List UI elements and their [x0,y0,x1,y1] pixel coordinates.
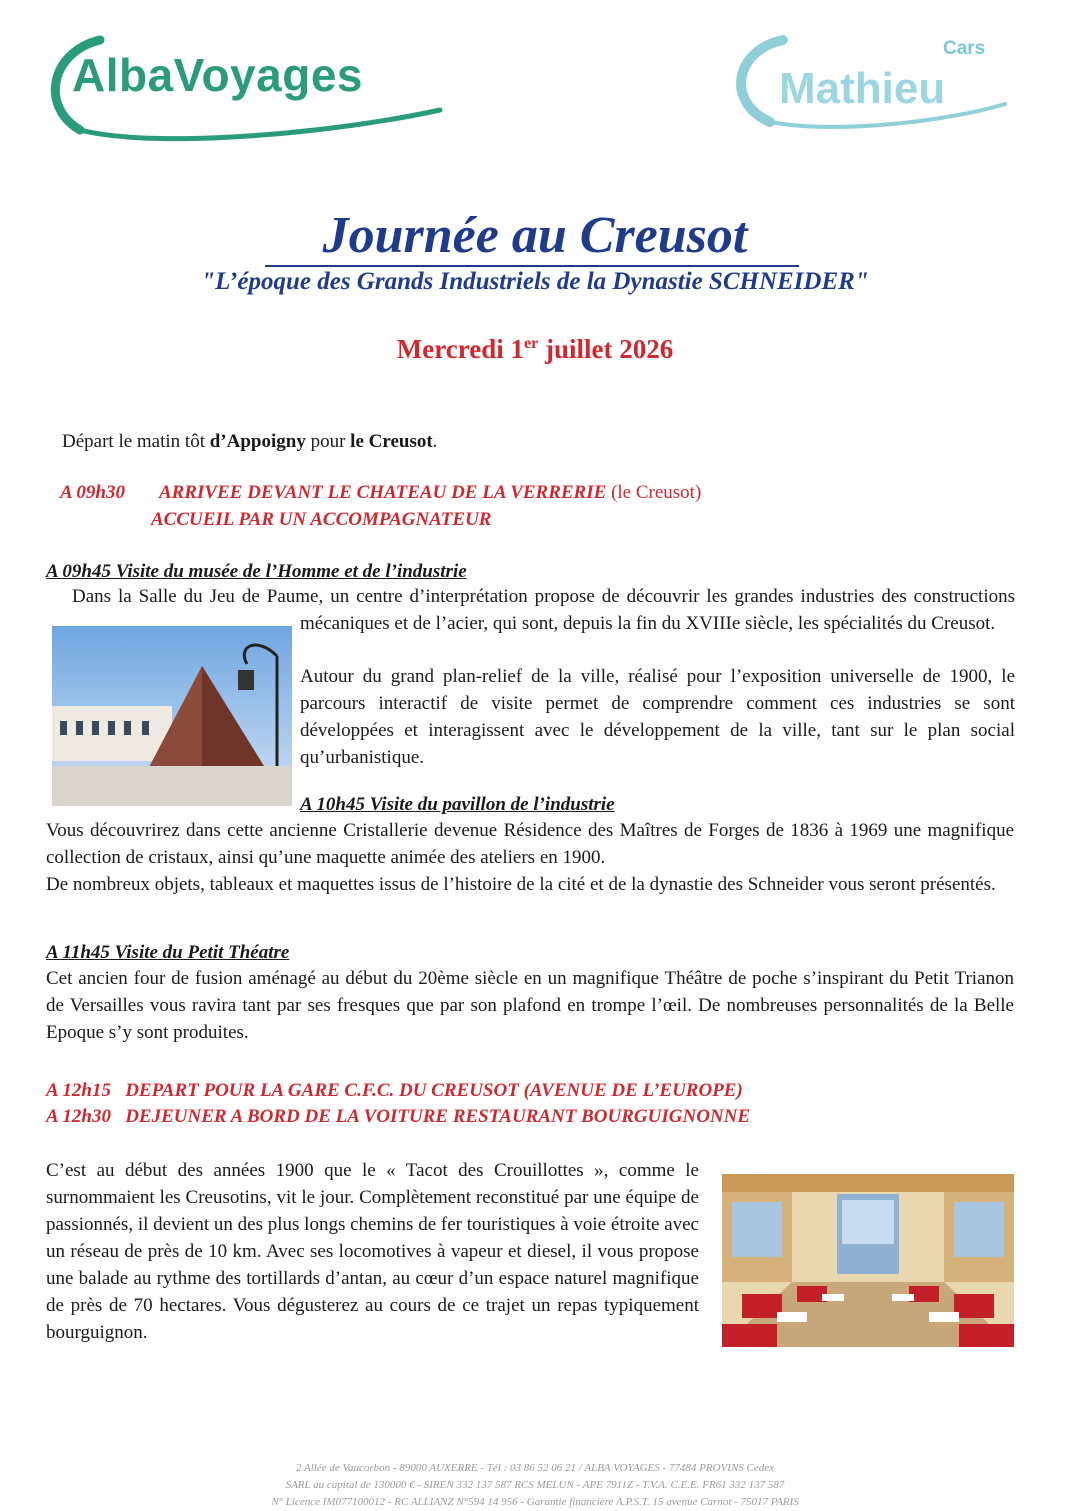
tacot-paragraph: C’est au début des années 1900 que le « Tacot des Crouillottes », comme le surnommaient les Creusotins, vit le jour. Complètement reconstitué par une équipe de passionnés, il devient un des plus longs chemins de fer touristiques à voie étroite avec un réseau de près de 10 km. Avec ses locomotives à vapeur et diesel, il vous propose une balade au rythme des tortillards d’antan, au cœur d’un espace naturel magnifique de près de 70 hectares. Vous dégusterez au cours de ce trajet un repas typiquement bourguignon. [46,1160,699,1343]
pavilion-heading: A 10h45 Visite du pavillon de l’industrie [300,794,615,815]
train-departure-line: A 12h15 DEPART POUR LA GARE C.F.C. DU CREUSOT (AVENUE DE L’EUROPE) [46,1080,743,1101]
albavoyages-logo-text: AlbaVoyages [72,49,363,101]
pavilion-paragraph-1: Vous découvrirez dans cette ancienne Cristallerie devenue Résidence des Maîtres de Forges de 1836 à 1969 une magnifique collection de cristaux, ainsi qu’une maquette animée des ateliers en 1900. [46,820,1014,868]
footer [0,1460,1070,1511]
event-date: Mercredi 1er juillet 2026 [396,334,674,364]
theatre-paragraph: Cet ancien four de fusion aménagé au début du 20ème siècle en un magnifique Théâtre de poche s’inspirant du Petit Trianon de Versailles vous ravira tant par ses fresques que par son plafond en trompe l’œil. De nombreuses personnalités de la Belle Epoque s’y sont produites. [46,968,1014,1043]
page-title: Journée au Creusot [322,207,748,264]
mathieu-logo-text: Mathieu [779,64,946,113]
footer-line-3: N° Licence IM077100012 - RC ALLIANZ N°594 14 956 - Garantie financière A.P.S.T. 15 avenue Carnot - 75017 PARIS [271,1496,799,1508]
cars-mathieu-logo [725,30,1015,130]
albavoyages-logo [40,32,460,142]
dining-car-photo [722,1174,1014,1347]
title-underline [265,265,799,267]
footer-line-2: SARL au capital de 130000 € - SIREN 332 137 587 RCS MELUN - APE 7911Z - T.V.A. C.E.E. FR61 332 137 587 [285,1479,785,1491]
departure-line: Départ le matin tôt d’Appoigny pour le Creusot. [62,431,438,452]
arrival-line: A 09h30 ARRIVEE DEVANT LE CHATEAU DE LA VERRERIE (le Creusot) [60,482,702,503]
museum-paragraph-1: Dans la Salle du Jeu de Paume, un centre d’interprétation propose de découvrir les grandes industries des constructions mécaniques et de l’acier, qui sont, depuis la fin du XVIIIe siècle, les spécialités du Creusot. [72,586,1015,634]
theatre-heading: A 11h45 Visite du Petit Théatre [46,942,290,963]
welcome-line: ACCUEIL PAR UN ACCOMPAGNATEUR [151,509,492,530]
footer-line-1: 2 Allée de Vaucorbon - 89000 AUXERRE - Tél : 03 86 52 06 21 / ALBA VOYAGES - 77484 PROVINS Cedex [295,1462,775,1474]
pavilion-photo [52,626,292,806]
museum-heading: A 09h45 Visite du musée de l’Homme et de l’industrie [46,561,467,582]
page-subtitle: "L’époque des Grands Industriels de la Dynastie SCHNEIDER" [201,268,869,295]
cars-logo-text: Cars [943,38,986,59]
pavilion-paragraph-2: De nombreux objets, tableaux et maquettes issus de l’histoire de la cité et de la dynastie des Schneider vous seront présentés. [46,874,996,895]
museum-paragraph-2: Autour du grand plan-relief de la ville, réalisé pour l’exposition universelle de 1900, le parcours interactif de visite permet de comprendre comment ces industries se sont développées et interagissent avec le développement de la ville, tant sur le plan social qu’urbanistique. [300,666,1015,768]
lunch-line: A 12h30 DEJEUNER A BORD DE LA VOITURE RESTAURANT BOURGUIGNONNE [46,1106,751,1127]
